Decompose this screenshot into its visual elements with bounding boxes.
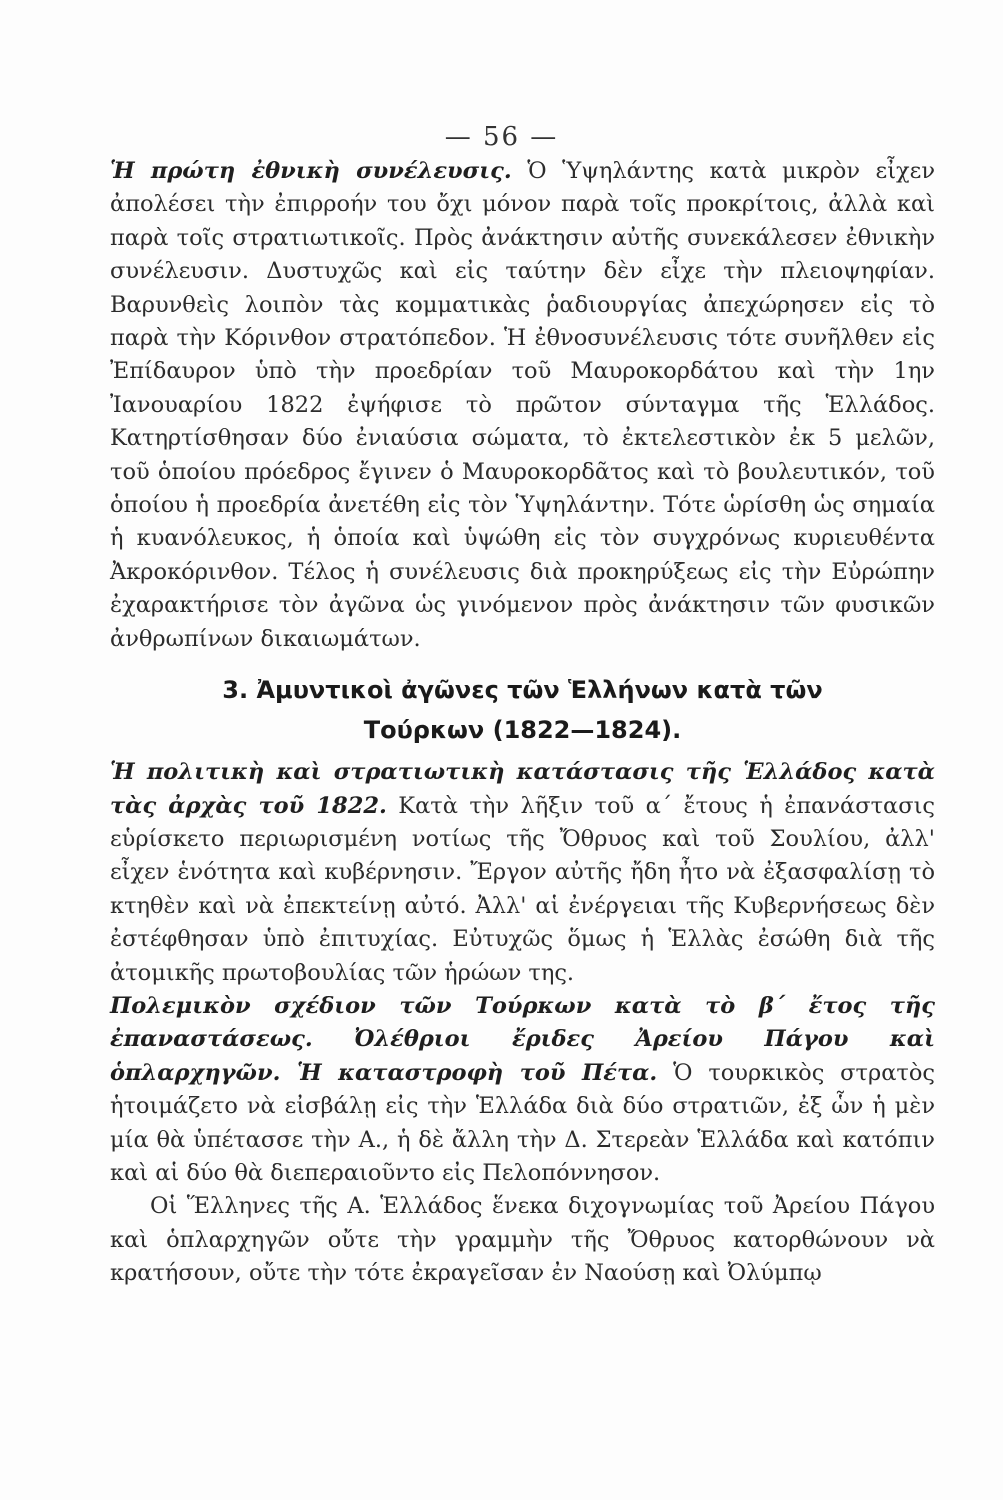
paragraph-text: Ὁ Ὑψηλάντης κατὰ μικρὸν εἶχεν ἀπολέσει τὴν ἐπιρροήν του ὄχι μόνον παρὰ τοῖς προκρίτοις, ἀλλὰ καὶ παρὰ τοῖς στρατιωτικοῖς. Πρὸς ἀνάκτησιν αὐτῆς συνεκάλεσεν ἐθνικὴν συνέλευσιν. Δυστυχῶς καὶ εἰς ταύτην δὲν εἶχε τὴν πλειοψηφίαν. Βαρυνθεὶς λοιπὸν τὰς κομματικὰς ῥαδιουργίας ἀπεχώρησεν εἰς τὸ παρὰ τὴν Κόρινθον στρατόπεδον. Ἡ ἐθνοσυνέλευσις τότε συνῆλθεν εἰς Ἐπίδαυρον ὑπὸ τὴν προεδρίαν τοῦ Μαυροκορδάτου καὶ τὴν 1ην Ἰανουαρίου 1822 ἐψήφισε τὸ πρῶτον σύνταγμα τῆς Ἑλλάδος. Κατηρτίσθησαν δύο ἐνιαύσια σώματα, τὸ ἐκτελεστικὸν ἐκ 5 μελῶν, τοῦ ὁποίου πρόεδρος ἔγινεν ὁ Μαυροκορδᾶτος καὶ τὸ βουλευτικόν, τοῦ ὁποίου ἡ προεδρία ἀνετέθη εἰς τὸν Ὑψηλάντην. Τότε ὡρίσθη ὡς σημαία ἡ κυανόλευκος, ἡ ὁποία καὶ ὑψώθη εἰς τὸν συγχρόνως κυριευθέντα Ἀκροκόρινθον. Τέλος ἡ συνέλευσις διὰ προκηρύξεως εἰς τὴν Εὐρώπην ἐχαρακτήρισε τὸν ἀγῶνα ὡς γινόμενον πρὸς ἀνάκτησιν τῶν φυσικῶν ἀνθρωπίνων δικαιωμάτων. xyxy=(110,158,935,652)
page-number: — 56 — xyxy=(444,122,559,152)
paragraph-text: Οἱ Ἕλληνες τῆς Α. Ἑλλάδος ἕνεκα διχογνωμίας τοῦ Ἀρείου Πάγου καὶ ὁπλαρχηγῶν οὔτε τὴν γραμμὴν τῆς Ὄθρυος κατορθώνουν νὰ κρατήσουν, οὔτε τὴν τότε ἐκραγεῖσαν ἐν Ναούσῃ καὶ Ὀλύμπῳ xyxy=(110,1193,935,1287)
paragraph-lead-heading: Ἡ πρώτη ἐθνικὴ συνέλευσις. xyxy=(110,158,512,184)
section-heading-line-2: Τούρκων (1822—1824). xyxy=(363,716,682,745)
paragraph-turkish-war-plan xyxy=(110,990,935,1190)
paragraph-lead-heading: Ἡ πολιτικὴ καὶ στρατιωτικὴ κατάστασις τῆς Ἑλλάδος κατὰ τὰς ἀρχὰς τοῦ 1822. xyxy=(110,759,935,819)
paragraph-text: Κατὰ τὴν λῆξιν τοῦ α΄ ἔτους ἡ ἐπανάστασις εὑρίσκετο περιωρισμένη νοτίως τῆς Ὄθρυος καὶ τοῦ Σουλίου, ἀλλ' εἶχεν ἑνότητα καὶ κυβέρνησιν. Ἔργον αὐτῆς ἤδη ἦτο νὰ ἐξασφαλίσῃ τὸ κτηθὲν καὶ νὰ ἐπεκτείνῃ αὐτό. Ἀλλ' αἱ ἐνέργειαι τῆς Κυβερνήσεως δὲν ἐστέφθησαν ὑπὸ ἐπιτυχίας. Εὐτυχῶς ὅμως ἡ Ἑλλὰς ἐσώθη διὰ τῆς ἀτομικῆς πρωτοβουλίας τῶν ἡρώων της. xyxy=(110,792,935,986)
paragraph-east-greece xyxy=(110,1190,935,1290)
paragraph-lead-heading: Πολεμικὸν σχέδιον τῶν Τούρκων κατὰ τὸ β΄ ἔτος τῆς ἐπαναστάσεως. Ὀλέθριοι ἔριδες Ἀρείου Πάγου καὶ ὁπλαρχηγῶν. Ἡ καταστροφὴ τοῦ Πέτα. xyxy=(110,992,935,1086)
section-heading xyxy=(110,670,935,750)
paragraph-text: Ὁ τουρκικὸς στρατὸς ἡτοιμάζετο νὰ εἰσβάλῃ εἰς τὴν Ἑλλάδα διὰ δύο στρατιῶν, ἐξ ὧν ἡ μὲν μία θὰ ὑπέτασσε τὴν Α., ἡ δὲ ἄλλη τὴν Δ. Στερεὰν Ἑλλάδα καὶ κατόπιν καὶ αἱ δύο θὰ διεπεραιοῦντο εἰς Πελοπόννησον. xyxy=(110,1059,935,1186)
paragraph-political-military-situation xyxy=(110,756,935,990)
section-heading-line-1: 3. Ἀμυντικοὶ ἀγῶνες τῶν Ἑλλήνων κατὰ τῶν xyxy=(222,676,823,705)
paragraph-first-national-assembly xyxy=(110,155,935,656)
page-body xyxy=(110,155,935,1291)
